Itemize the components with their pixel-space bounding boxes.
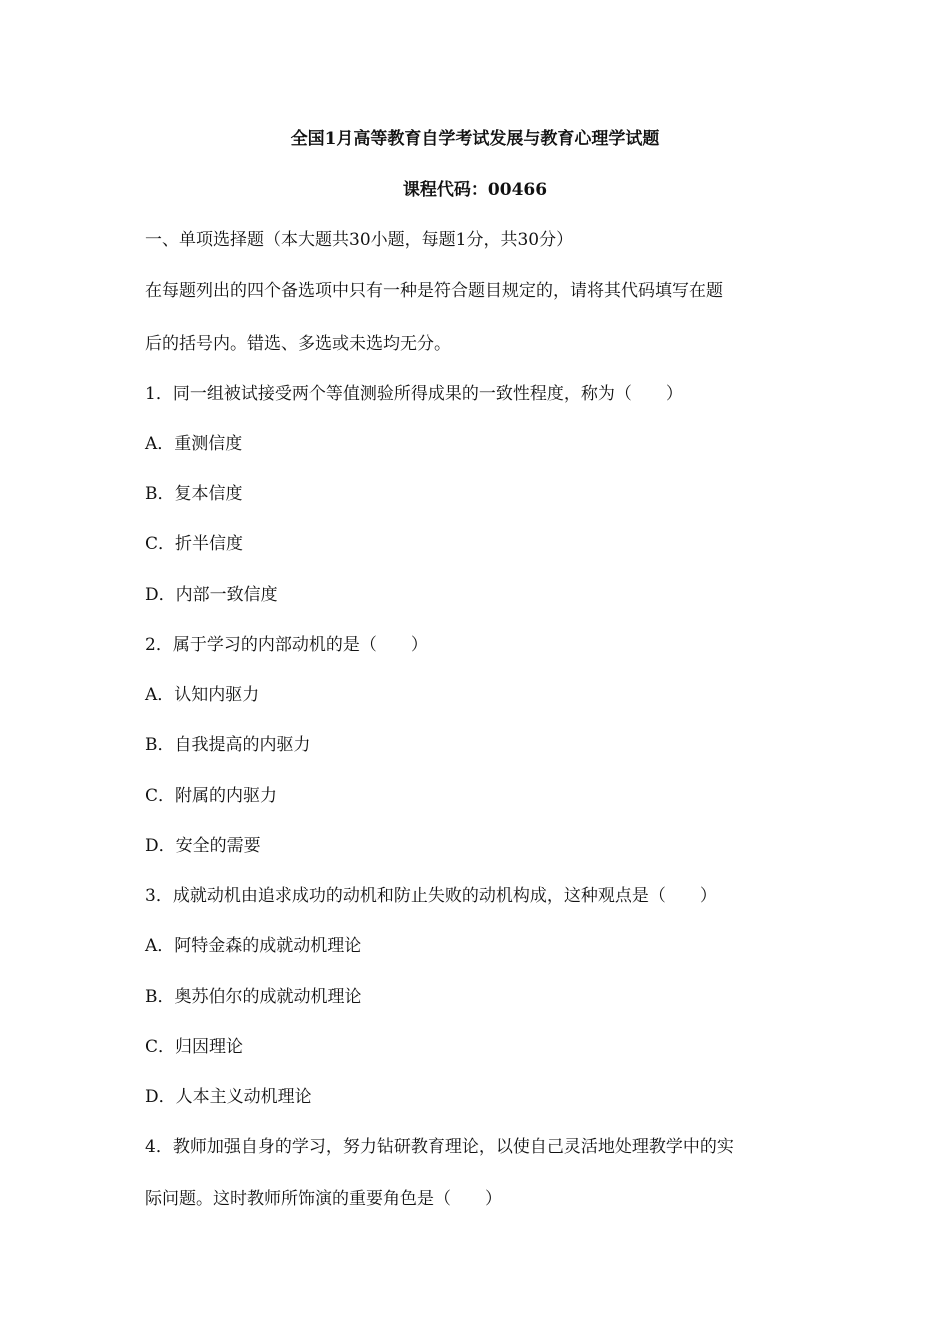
question-1-option-d: D．内部一致信度 xyxy=(145,585,278,605)
question-2-option-c: C．附属的内驱力 xyxy=(145,786,278,806)
question-2-stem: 2．属于学习的内部动机的是（ ） xyxy=(145,635,428,655)
question-3-stem: 3．成就动机由追求成功的动机和防止失败的动机构成，这种观点是（ ） xyxy=(145,886,717,906)
question-2-option-a: A．认知内驱力 xyxy=(145,685,260,705)
question-1-option-a: A．重测信度 xyxy=(145,434,243,454)
question-4-stem-continued: 际问题。这时教师所饰演的重要角色是（ ） xyxy=(145,1189,502,1209)
question-3-option-a: A．阿特金森的成就动机理论 xyxy=(145,936,362,956)
question-2-option-b: B．自我提高的内驱力 xyxy=(145,735,311,755)
course-code: 课程代码：00466 xyxy=(402,180,548,200)
question-4-stem: 4．教师加强自身的学习，努力钻研教育理论，以使自己灵活地处理教学中的实 xyxy=(145,1137,734,1157)
question-1-option-b: B．复本信度 xyxy=(145,484,243,504)
question-1-option-c: C．折半信度 xyxy=(145,534,244,554)
question-3-option-c: C．归因理论 xyxy=(145,1037,244,1057)
question-3-option-d: D．人本主义动机理论 xyxy=(145,1087,312,1107)
instructions-line-2: 后的括号内。错选、多选或未选均无分。 xyxy=(145,334,451,354)
question-1-stem: 1．同一组被试接受两个等值测验所得成果的一致性程度，称为（ ） xyxy=(145,384,683,404)
question-2-option-d: D．安全的需要 xyxy=(145,836,261,856)
section-heading: 一、单项选择题（本大题共30小题，每题1分，共30分） xyxy=(145,230,574,250)
instructions-line-1: 在每题列出的四个备选项中只有一种是符合题目规定的，请将其代码填写在题 xyxy=(145,281,723,301)
page-title: 全国1月高等教育自学考试发展与教育心理学试题 xyxy=(290,129,660,149)
question-3-option-b: B．奥苏伯尔的成就动机理论 xyxy=(145,987,362,1007)
